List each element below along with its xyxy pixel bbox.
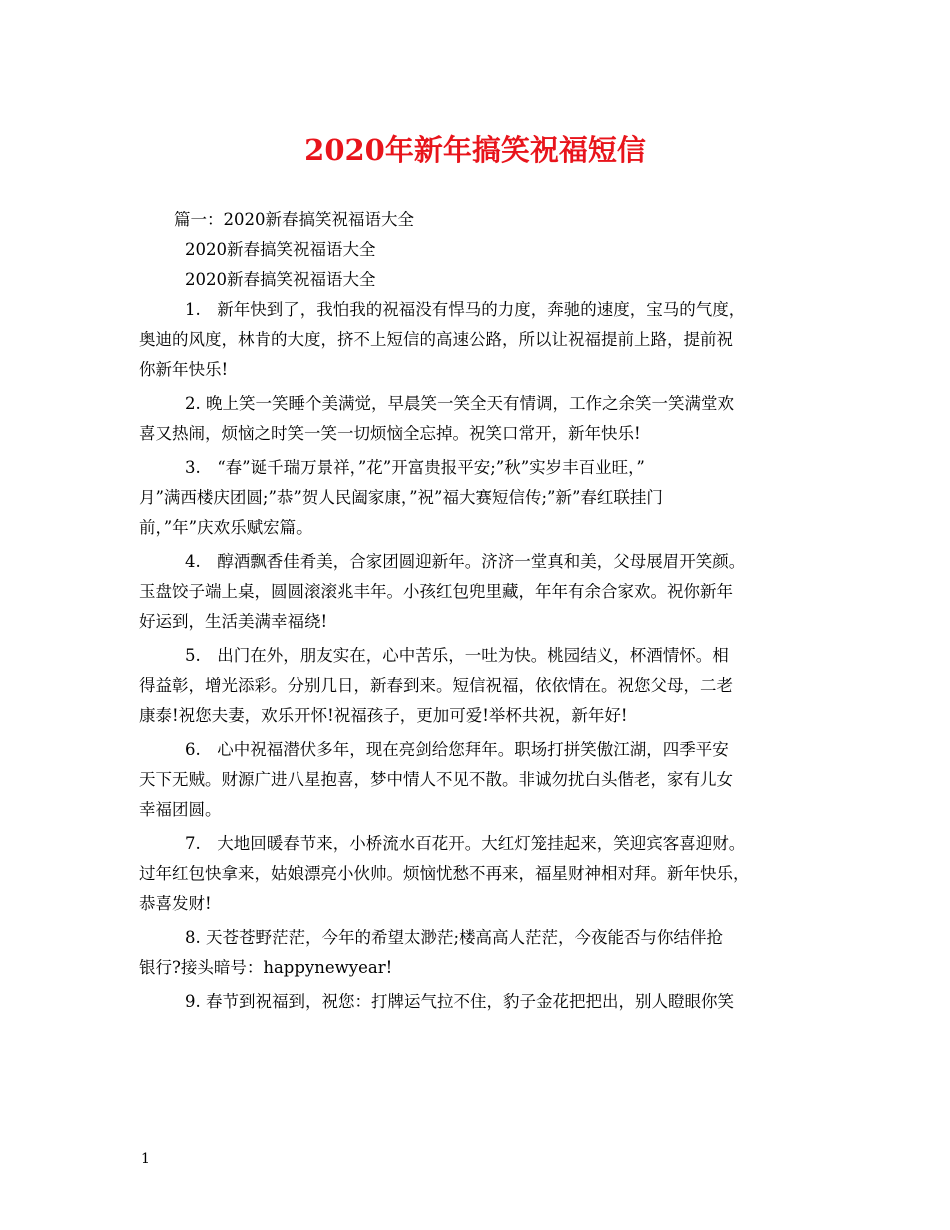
item-line: 月”满西楼庆团圆;”恭”贺人民阖家康，”祝”福大赛短信传;”新”春红联挂门 <box>139 488 663 507</box>
item-line: 4. 醇酒飘香佳肴美，合家团圆迎新年。济济一堂真和美，父母展眉开笑颜。 <box>185 552 746 571</box>
list-item <box>139 987 829 1017</box>
item-line: 9. 春节到祝福到，祝您：打牌运气拉不住，豹子金花把把出，别人瞪眼你笑 <box>185 992 734 1011</box>
list-item <box>139 735 829 825</box>
item-line: 得益彰，增光添彩。分别几日，新春到来。短信祝福，依依情在。祝您父母，二老 <box>139 676 733 695</box>
section-heading: 篇一：2020新春搞笑祝福语大全 <box>174 210 414 229</box>
item-line: 奥迪的风度，林肯的大度，挤不上短信的高速公路，所以让祝福提前上路，提前祝 <box>139 330 733 349</box>
item-line: 3. “春”诞千瑞万景祥，”花”开富贵报平安;”秋”实岁丰百业旺，” <box>185 458 645 477</box>
item-line: 喜又热闹，烦恼之时笑一笑一切烦恼全忘掉。祝笑口常开，新年快乐! <box>139 424 641 443</box>
list-item <box>139 389 829 449</box>
item-line: 康泰!祝您夫妻，欢乐开怀!祝福孩子，更加可爱!举杯共祝，新年好! <box>139 706 628 725</box>
document-body <box>139 205 829 1021</box>
item-line: 6. 心中祝福潜伏多年，现在亮剑给您拜年。职场打拼笑傲江湖，四季平安 <box>185 740 729 759</box>
item-line: 7. 大地回暖春节来，小桥流水百花开。大红灯笼挂起来，笑迎宾客喜迎财。 <box>185 834 746 853</box>
item-line: 你新年快乐! <box>139 360 229 379</box>
item-line: 恭喜发财! <box>139 894 212 913</box>
list-item <box>139 923 829 983</box>
list-item <box>139 453 829 543</box>
item-line: 银行?接头暗号：happynewyear! <box>139 958 393 977</box>
item-line: 2. 晚上笑一笑睡个美满觉，早晨笑一笑全天有情调，工作之余笑一笑满堂欢 <box>185 394 734 413</box>
list-item <box>139 641 829 731</box>
item-line: 前，”年”庆欢乐赋宏篇。 <box>139 518 313 537</box>
list-item <box>139 295 829 385</box>
item-line: 过年红包快拿来，姑娘漂亮小伙帅。烦恼忧愁不再来，福星财神相对拜。新年快乐， <box>139 864 750 883</box>
page-number: 1 <box>141 1151 150 1167</box>
item-line: 8. 天苍苍野茫茫，今年的希望太渺茫;楼高高人茫茫，今夜能否与你结伴抢 <box>185 928 724 947</box>
list-item <box>139 547 829 637</box>
item-line: 好运到，生活美满幸福绕! <box>139 612 328 631</box>
subheading: 2020新春搞笑祝福语大全 <box>185 240 376 259</box>
item-line: 天下无贼。财源广进八星抱喜，梦中情人不见不散。非诚勿扰白头偕老，家有儿女 <box>139 770 733 789</box>
item-line: 幸福团圆。 <box>139 800 222 819</box>
item-line: 玉盘饺子端上桌，圆圆滚滚兆丰年。小孩红包兜里藏，年年有余合家欢。祝你新年 <box>139 582 733 601</box>
subheading: 2020新春搞笑祝福语大全 <box>185 270 376 289</box>
document-title: 2020年新年搞笑祝福短信 <box>304 133 646 167</box>
item-line: 5. 出门在外，朋友实在，心中苦乐，一吐为快。桃园结义，杯酒情怀。相 <box>185 646 729 665</box>
list-item <box>139 829 829 919</box>
section-heading-block <box>139 205 829 295</box>
item-line: 1. 新年快到了，我怕我的祝福没有悍马的力度，奔驰的速度，宝马的气度， <box>185 300 746 319</box>
